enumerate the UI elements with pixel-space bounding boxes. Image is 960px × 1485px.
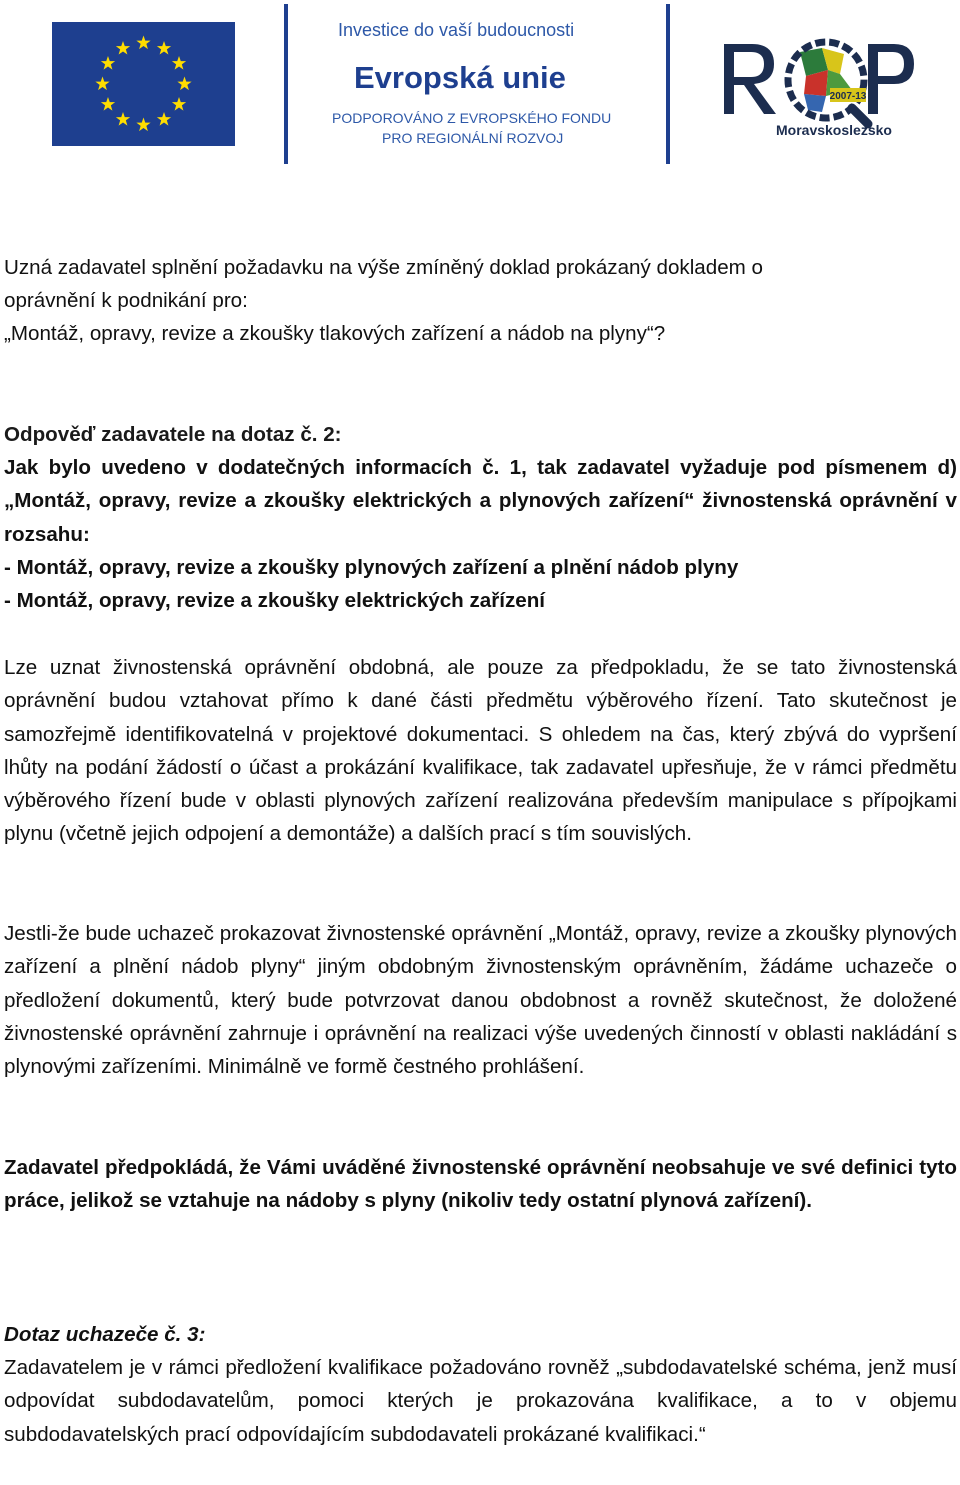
question-2-line-2: oprávnění k podnikání pro: — [4, 289, 248, 312]
question-2-line-1: Uzná zadavatel splnění požadavku na výše zmíněný doklad prokázaný dokladem o — [4, 256, 763, 279]
answer-2-paragraph-2: Jestli-že bude uchazeč prokazovat živnostenské oprávnění „Montáž, opravy, revize a zkoušky plynových zařízení a plnění nádob plyny“ jiným obdobným živnostenským oprávněním, žádáme uchazeče o předložení dokumentů, který bude potvrzovat danou obdobnost a rovněž skutečnost, že doložené živnostenské oprávnění zahrnuje i oprávnění na realizaci výše uvedených činností v oblasti nakládání s plynovými zařízeními. Minimálně ve formě čestného prohlášení. — [4, 922, 957, 1079]
fund-line-1: PODPOROVÁNO Z EVROPSKÉHO FONDU — [332, 110, 612, 126]
rop-period: 2007-13 — [829, 91, 867, 102]
rop-region: Moravskoslezsko — [776, 122, 892, 138]
divider-left — [284, 4, 288, 164]
answer-2-item-2: - Montáž, opravy, revize a zkoušky elektrických zařízení — [4, 589, 545, 612]
question-3-heading: Dotaz uchazeče č. 3: — [4, 1323, 206, 1346]
eu-tagline: Investice do vaší budoucnosti — [338, 20, 575, 40]
fund-line-2: PRO REGIONÁLNÍ ROZVOJ — [382, 130, 564, 146]
answer-2-paragraph-3: Zadavatel předpokládá, že Vámi uváděné živnostenské oprávnění neobsahuje ve své definici tyto práce, jelikož se vztahuje na nádoby s plyny (nikoliv tedy ostatní plynová zařízení). — [4, 1156, 957, 1213]
question-3-text: Zadavatelem je v rámci předložení kvalifikace požadováno rovněž „subdodavatelské schéma, jenž musí odpovídat subdodavatelům, pomoci kterých je prokazována kvalifikace, a to v objemu subdodavatelských prací odpovídajícím subdodavateli prokázané kvalifikaci.“ — [4, 1356, 957, 1446]
eu-flag-icon — [52, 22, 235, 146]
answer-2-paragraph-1: Lze uznat živnostenská oprávnění obdobná, ale pouze za předpokladu, že se tato živnostenská oprávnění budou vztahovat přímo k dané části předmětu výběrového řízení. Tato skutečnost je samozřejmě identifikovatelná v projektové dokumentaci. S ohledem na čas, který zbývá do vypršení lhůty na podání žádostí o účast a prokázání kvalifikace, tak zadavatel upřesňuje, že v rámci předmětu výběrového řízení bude v oblasti plynových zařízení realizována především manipulace s přípojkami plynu (včetně jejich odpojení a demontáže) a dalších prací s tím souvislých. — [4, 656, 957, 846]
answer-2-item-1: - Montáž, opravy, revize a zkoušky plynových zařízení a plnění nádob plyny — [4, 556, 739, 579]
divider-right — [666, 4, 670, 164]
question-2-line-3: „Montáž, opravy, revize a zkoušky tlakových zařízení a nádob na plyny“? — [4, 322, 666, 345]
document-header — [0, 0, 960, 170]
answer-2-heading: Odpověď zadavatele na dotaz č. 2: — [4, 423, 342, 446]
answer-2-intro: Jak bylo uvedeno v dodatečných informacích č. 1, tak zadavatel vyžaduje pod písmenem d) „Montáž, opravy, revize a zkoušky elektrických a plynových zařízení“ živnostenská oprávnění v rozsahu: — [4, 456, 957, 546]
eu-name: Evropská unie — [354, 60, 566, 95]
